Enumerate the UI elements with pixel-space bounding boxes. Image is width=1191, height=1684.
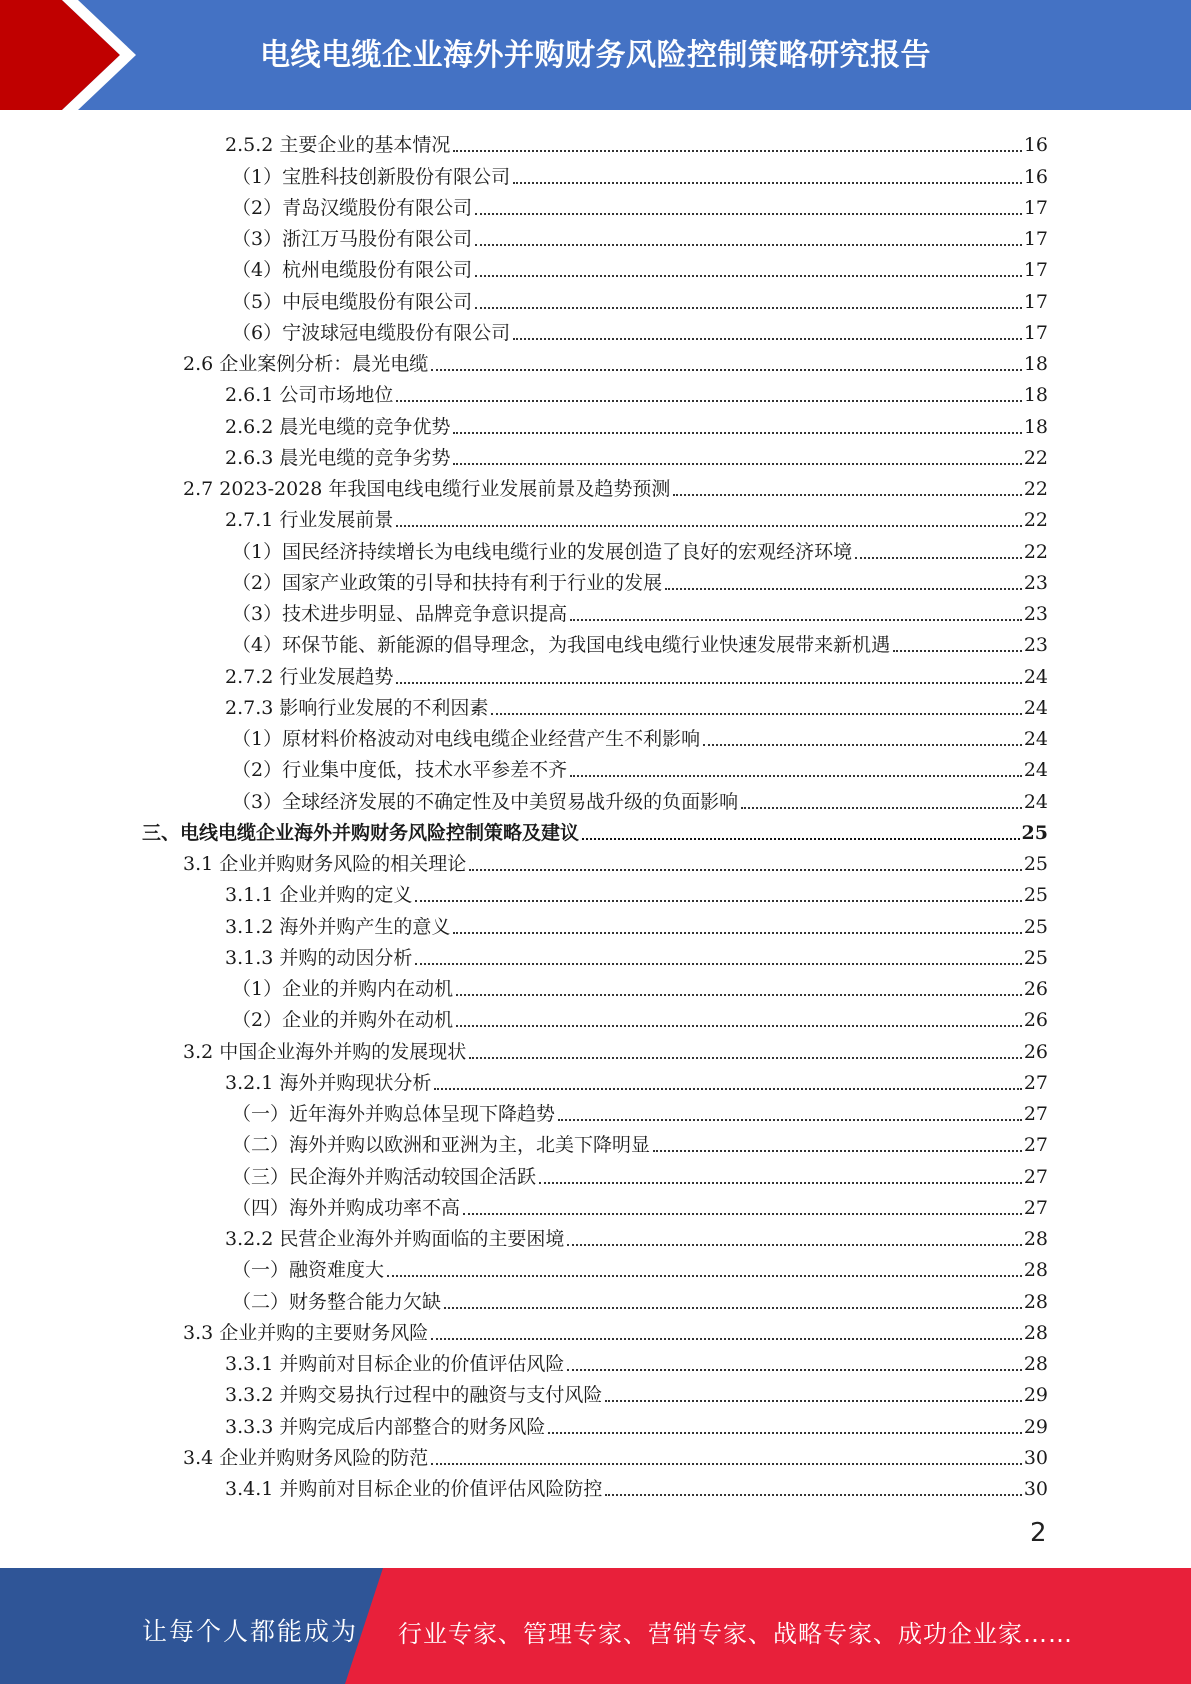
toc-entry-title: （一）融资难度大	[232, 1259, 385, 1282]
toc-dot-leader	[570, 619, 1022, 621]
toc-entry-title: （3）浙江万马股份有限公司	[232, 228, 473, 250]
toc-entry-page: 22	[1023, 478, 1048, 500]
toc-entry-page: 17	[1023, 321, 1048, 344]
toc-entry[interactable]	[0, 1347, 1191, 1378]
toc-entry-page: 25	[1023, 884, 1048, 907]
toc-entry-page: 18	[1023, 384, 1048, 407]
report-footer	[0, 1568, 1191, 1684]
toc-dot-leader	[453, 432, 1021, 434]
toc-entry-page: 26	[1023, 978, 1048, 1000]
toc-entry[interactable]	[0, 941, 1191, 972]
toc-entry-title: （4）杭州电缆股份有限公司	[232, 259, 473, 282]
toc-entry-title: 2.7.1 行业发展前景	[225, 509, 394, 532]
toc-dot-leader	[444, 1307, 1022, 1309]
toc-entry-page: 18	[1023, 353, 1048, 375]
table-of-contents	[0, 128, 1191, 1503]
toc-entry[interactable]	[0, 441, 1191, 472]
toc-entry-page: 26	[1023, 1040, 1048, 1063]
toc-entry-title: 2.7 2023-2028 年我国电线电缆行业发展前景及趋势预测	[183, 478, 671, 500]
toc-entry[interactable]	[0, 1191, 1191, 1222]
toc-entry[interactable]	[0, 909, 1191, 940]
toc-entry[interactable]	[0, 347, 1191, 378]
toc-entry-title: 3.2 中国企业海外并购的发展现状	[183, 1040, 467, 1063]
toc-dot-leader	[548, 1432, 1021, 1434]
toc-entry-page: 27	[1023, 1071, 1048, 1094]
toc-entry-title: （1）宝胜科技创新股份有限公司	[232, 165, 511, 188]
toc-entry[interactable]	[0, 253, 1191, 284]
toc-entry[interactable]	[0, 1378, 1191, 1409]
toc-entry-page: 30	[1023, 1446, 1048, 1469]
toc-entry-title: （2）国家产业政策的引导和扶持有利于行业的发展	[232, 571, 663, 594]
toc-entry-page: 29	[1023, 1415, 1048, 1438]
toc-entry-title: （4）环保节能、新能源的倡导理念，为我国电线电缆行业快速发展带来新机遇	[232, 634, 891, 657]
toc-entry-title: 3.4 企业并购财务风险的防范	[183, 1446, 429, 1469]
toc-dot-leader	[475, 307, 1022, 309]
toc-entry-page: 25	[1021, 821, 1048, 844]
toc-dot-leader	[475, 275, 1022, 277]
toc-entry[interactable]	[0, 1003, 1191, 1034]
toc-dot-leader	[463, 1213, 1022, 1215]
toc-entry-title: （3）技术进步明显、品牌竞争意识提高	[232, 603, 568, 625]
toc-dot-leader	[582, 838, 1020, 840]
toc-entry-title: （二）财务整合能力欠缺	[232, 1290, 442, 1313]
toc-entry[interactable]	[0, 1097, 1191, 1128]
toc-entry-page: 28	[1023, 1228, 1048, 1250]
toc-entry-title: 3.3.3 并购完成后内部整合的财务风险	[225, 1415, 546, 1438]
toc-entry-page: 25	[1023, 853, 1048, 875]
toc-entry-title: （5）中辰电缆股份有限公司	[232, 290, 473, 313]
toc-entry[interactable]	[0, 784, 1191, 815]
toc-entry-page: 24	[1023, 696, 1048, 719]
toc-entry-title: （2）行业集中度低，技术水平参差不齐	[232, 759, 568, 782]
toc-entry-page: 30	[1023, 1478, 1048, 1500]
toc-entry-title: （1）国民经济持续增长为电线电缆行业的发展创造了良好的宏观经济环境	[232, 540, 853, 563]
toc-dot-leader	[893, 650, 1022, 652]
toc-dot-leader	[456, 994, 1022, 996]
toc-entry[interactable]	[0, 534, 1191, 565]
toc-entry[interactable]	[0, 628, 1191, 659]
toc-entry[interactable]	[0, 878, 1191, 909]
toc-dot-leader	[513, 338, 1022, 340]
toc-entry-title: 2.7.3 影响行业发展的不利因素	[225, 696, 489, 719]
toc-entry[interactable]	[0, 659, 1191, 690]
toc-entry-title: （1）原材料价格波动对电线电缆企业经营产生不利影响	[232, 728, 701, 750]
toc-entry[interactable]	[0, 316, 1191, 347]
toc-entry[interactable]	[0, 159, 1191, 190]
toc-entry[interactable]	[0, 378, 1191, 409]
toc-entry-page: 23	[1023, 634, 1048, 657]
toc-dot-leader	[539, 1182, 1022, 1184]
toc-entry-title: 2.6.2 晨光电缆的竞争优势	[225, 415, 451, 438]
toc-entry-title: （三）民企海外并购活动较国企活跃	[232, 1165, 537, 1188]
toc-entry-page: 17	[1023, 290, 1048, 313]
page-number: 2	[1030, 1518, 1047, 1548]
toc-dot-leader	[513, 182, 1022, 184]
toc-entry-page: 28	[1023, 1290, 1048, 1313]
toc-entry-page: 24	[1023, 728, 1048, 750]
toc-entry[interactable]	[0, 753, 1191, 784]
toc-dot-leader	[431, 1463, 1022, 1465]
toc-entry-title: 2.6.1 公司市场地位	[225, 384, 394, 407]
toc-entry-page: 27	[1023, 1103, 1048, 1125]
toc-entry-page: 26	[1023, 1009, 1048, 1032]
toc-entry-page: 17	[1023, 196, 1048, 219]
toc-dot-leader	[396, 400, 1021, 402]
toc-dot-leader	[415, 900, 1021, 902]
toc-dot-leader	[653, 1150, 1022, 1152]
toc-entry-page: 16	[1023, 134, 1048, 157]
toc-dot-leader	[453, 463, 1021, 465]
toc-dot-leader	[703, 744, 1022, 746]
toc-entry[interactable]	[0, 1472, 1191, 1503]
toc-dot-leader	[469, 1057, 1022, 1059]
toc-entry-page: 23	[1023, 571, 1048, 594]
toc-entry-title: （6）宁波球冠电缆股份有限公司	[232, 321, 511, 344]
toc-entry-title: 3.3 企业并购的主要财务风险	[183, 1321, 429, 1344]
toc-entry[interactable]	[0, 691, 1191, 722]
toc-entry-page: 27	[1023, 1134, 1048, 1157]
toc-entry[interactable]	[0, 128, 1191, 159]
toc-entry[interactable]	[0, 191, 1191, 222]
toc-entry[interactable]	[0, 1316, 1191, 1347]
toc-entry-page: 25	[1023, 915, 1048, 938]
toc-entry[interactable]	[0, 847, 1191, 878]
toc-dot-leader	[475, 244, 1022, 246]
toc-entry[interactable]	[0, 222, 1191, 253]
toc-entry-page: 22	[1023, 509, 1048, 532]
toc-dot-leader	[605, 1494, 1021, 1496]
toc-dot-leader	[415, 963, 1021, 965]
toc-entry-title: 3.4.1 并购前对目标企业的价值评估风险防控	[225, 1478, 603, 1500]
toc-dot-leader	[665, 588, 1022, 590]
toc-entry-title: 3.3.1 并购前对目标企业的价值评估风险	[225, 1353, 565, 1375]
toc-entry-title: （四）海外并购成功率不高	[232, 1196, 461, 1219]
toc-entry-title: （3）全球经济发展的不确定性及中美贸易战升级的负面影响	[232, 790, 739, 813]
toc-entry-page: 28	[1023, 1259, 1048, 1282]
toc-entry-page: 22	[1023, 540, 1048, 563]
footer-slogan-right: 行业专家、管理专家、营销专家、战略专家、成功企业家……	[398, 1620, 1073, 1648]
toc-dot-leader	[558, 1119, 1022, 1121]
toc-entry[interactable]	[0, 972, 1191, 1003]
toc-entry-page: 25	[1023, 946, 1048, 969]
toc-entry[interactable]	[0, 503, 1191, 534]
toc-entry[interactable]	[0, 1253, 1191, 1284]
toc-entry-page: 27	[1023, 1196, 1048, 1219]
toc-entry-title: （2）企业的并购外在动机	[232, 1009, 454, 1032]
toc-entry-title: （1）企业的并购内在动机	[232, 978, 454, 1000]
toc-dot-leader	[387, 1275, 1022, 1277]
toc-entry-page: 17	[1023, 228, 1048, 250]
toc-entry-page: 28	[1023, 1321, 1048, 1344]
toc-entry-page: 27	[1023, 1165, 1048, 1188]
toc-dot-leader	[855, 557, 1022, 559]
toc-entry-title: 2.5.2 主要企业的基本情况	[225, 134, 451, 157]
toc-dot-leader	[434, 1088, 1021, 1090]
footer-slogan-left: 让每个人都能成为	[142, 1617, 359, 1646]
toc-entry-title: 2.7.2 行业发展趋势	[225, 665, 394, 688]
toc-entry[interactable]	[0, 1441, 1191, 1472]
toc-dot-leader	[431, 369, 1022, 371]
toc-dot-leader	[741, 807, 1022, 809]
toc-entry[interactable]	[0, 472, 1191, 503]
report-header	[0, 0, 1191, 110]
toc-entry[interactable]	[0, 409, 1191, 440]
toc-dot-leader	[453, 150, 1021, 152]
toc-entry-page: 24	[1023, 790, 1048, 813]
toc-entry-title: 2.6 企业案例分析：晨光电缆	[183, 353, 429, 375]
toc-dot-leader	[491, 713, 1021, 715]
toc-dot-leader	[431, 1338, 1022, 1340]
toc-entry-title: 三、电线电缆企业海外并购财务风险控制策略及建议	[142, 821, 580, 844]
toc-dot-leader	[673, 494, 1021, 496]
toc-entry-title: （一）近年海外并购总体呈现下降趋势	[232, 1103, 556, 1125]
toc-dot-leader	[396, 682, 1021, 684]
toc-dot-leader	[456, 1025, 1022, 1027]
toc-entry-page: 23	[1023, 603, 1048, 625]
toc-dot-leader	[570, 775, 1022, 777]
toc-entry-title: 3.2.2 民营企业海外并购面临的主要困境	[225, 1228, 565, 1250]
toc-entry-title: 3.2.1 海外并购现状分析	[225, 1071, 432, 1094]
toc-entry-page: 28	[1023, 1353, 1048, 1375]
toc-entry-page: 24	[1023, 759, 1048, 782]
toc-entry[interactable]	[0, 566, 1191, 597]
toc-dot-leader	[567, 1244, 1021, 1246]
toc-entry-title: （2）青岛汉缆股份有限公司	[232, 196, 473, 219]
toc-dot-leader	[396, 525, 1021, 527]
toc-entry-title: 3.1.2 海外并购产生的意义	[225, 915, 451, 938]
toc-entry-title: 3.1.1 企业并购的定义	[225, 884, 413, 907]
toc-entry[interactable]	[0, 722, 1191, 753]
toc-entry-page: 17	[1023, 259, 1048, 282]
toc-entry[interactable]	[0, 816, 1191, 847]
toc-entry[interactable]	[0, 1034, 1191, 1065]
toc-entry[interactable]	[0, 1222, 1191, 1253]
toc-entry[interactable]	[0, 597, 1191, 628]
toc-entry-title: 3.1 企业并购财务风险的相关理论	[183, 853, 467, 875]
report-title: 电线电缆企业海外并购财务风险控制策略研究报告	[260, 38, 931, 73]
toc-entry-title: （二）海外并购以欧洲和亚洲为主，北美下降明显	[232, 1134, 651, 1157]
toc-entry[interactable]	[0, 284, 1191, 315]
toc-entry-page: 24	[1023, 665, 1048, 688]
toc-dot-leader	[605, 1400, 1021, 1402]
toc-entry[interactable]	[0, 1128, 1191, 1159]
toc-dot-leader	[567, 1369, 1021, 1371]
toc-entry[interactable]	[0, 1409, 1191, 1440]
toc-entry-title: 3.3.2 并购交易执行过程中的融资与支付风险	[225, 1384, 603, 1407]
toc-entry-page: 22	[1023, 446, 1048, 469]
toc-dot-leader	[469, 869, 1022, 871]
toc-entry-page: 16	[1023, 165, 1048, 188]
toc-entry[interactable]	[0, 1066, 1191, 1097]
toc-entry[interactable]	[0, 1284, 1191, 1315]
toc-entry-page: 18	[1023, 415, 1048, 438]
toc-entry[interactable]	[0, 1159, 1191, 1190]
toc-entry-page: 29	[1023, 1384, 1048, 1407]
toc-entry-title: 2.6.3 晨光电缆的竞争劣势	[225, 446, 451, 469]
toc-dot-leader	[475, 213, 1022, 215]
toc-entry-title: 3.1.3 并购的动因分析	[225, 946, 413, 969]
toc-dot-leader	[453, 932, 1021, 934]
